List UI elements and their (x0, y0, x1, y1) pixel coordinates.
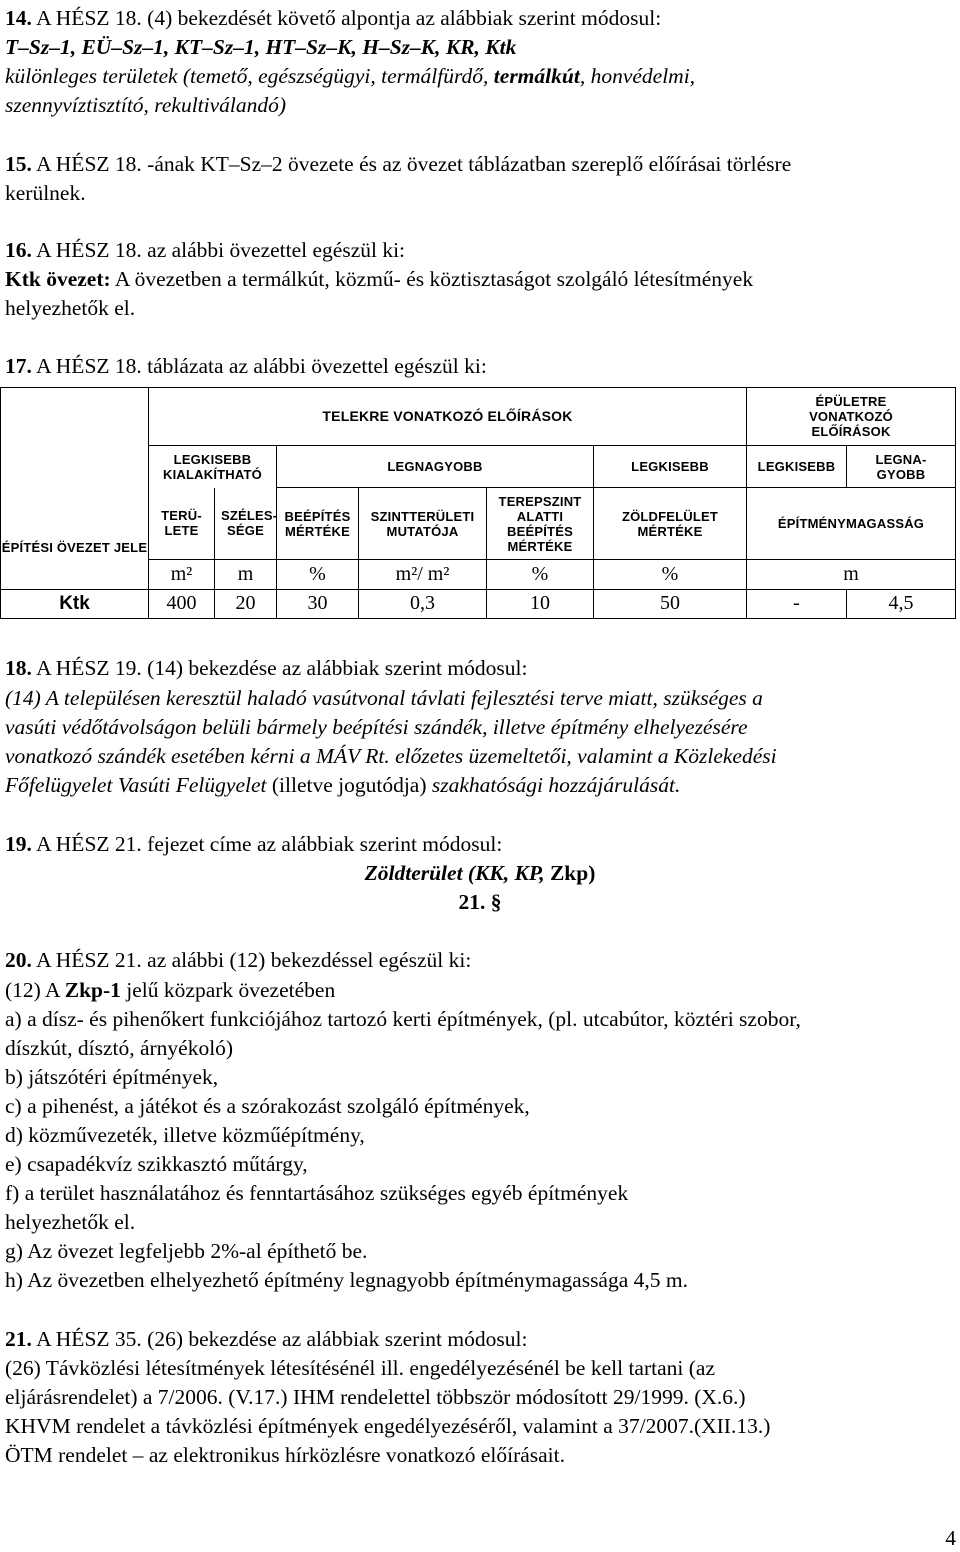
p19-section: 21. § (458, 890, 502, 914)
p15-text: -ának KT–Sz–2 övezete és az övezet táblázatban szereplő előírásai törlésre (141, 152, 792, 176)
p14-line3-a: különleges területek (temető, egészségügyi, termálfürdő, (5, 64, 494, 88)
row-area: 400 (149, 589, 215, 618)
p20-heading (5, 946, 471, 974)
p20-intro-c: jelű közpark övezetében (120, 978, 336, 1002)
p20-text: az alábbi (12) bekezdéssel egészül ki: (141, 948, 472, 972)
group-min-lot: LEGKISEBB KIALAKÍTHATÓ (149, 446, 277, 488)
p19-ref: A HÉSZ 21. (31, 832, 142, 856)
col-green: ZÖLDFELÜLET MÉRTÉKE (594, 488, 747, 559)
p20-intro-b: Zkp-1 (64, 978, 121, 1002)
p21-text: (26) bekezdése az alábbiak szerint módosul: (141, 1327, 528, 1351)
p19-title-bold: Zkp) (549, 861, 596, 885)
p20-item-b: b) játszótéri építmények, (5, 1065, 219, 1089)
p18-line4 (5, 771, 680, 799)
p20-item-g: g) Az övezet legfeljebb 2%-al építhető be. (5, 1239, 368, 1263)
row-min-height: - (747, 589, 847, 618)
p20-item-a1: a) a dísz- és pihenőkert funkciójához tartozó kerti építmények, (pl. utcabútor, köztéri szobor, (5, 1007, 801, 1031)
row-coverage: 30 (277, 589, 359, 618)
p18-line3-a: vonatkozó szándék esetében kérni a MÁV Rt. (5, 744, 390, 768)
p18-text: (14) bekezdése az alábbiak szerint módosul: (141, 656, 528, 680)
p21-number: 21. (5, 1327, 32, 1351)
row-green: 50 (594, 589, 747, 618)
p21-line1: (26) Távközlési létesítmények létesítésénél ill. engedélyezésénél be kell tartani (az (5, 1356, 715, 1380)
p14-line3-c: , honvédelmi, (579, 64, 696, 88)
p19-text: fejezet címe az alábbiak szerint módosul: (141, 832, 503, 856)
col-width: SZÉLES-SÉGE (215, 488, 277, 559)
p16-text: az alábbi övezettel egészül ki: (141, 238, 406, 262)
p21-line2: eljárásrendelet) a 7/2006. (V.17.) IHM rendelettel többször módosított 29/1999. (X.6.) (5, 1385, 746, 1409)
p16-line2-text: A övezetben a termálkút, közmű- és köztisztaságot szolgáló létesítmények (110, 267, 754, 291)
p21-heading (5, 1325, 527, 1353)
p20-number: 20. (5, 948, 32, 972)
p16-number: 16. (5, 238, 32, 262)
col-area: TERÜ-LETE (149, 488, 215, 559)
p15-line2: kerülnek. (5, 181, 86, 205)
unit-blank (1, 559, 149, 589)
zone-regulation-table (0, 387, 956, 619)
group-max-2: LEGNA-GYOBB (847, 446, 956, 488)
col-height: ÉPÍTMÉNYMAGASSÁG (747, 488, 956, 559)
zone-header: ÉPÍTÉSI ÖVEZET JELE (1, 388, 149, 560)
table-row (1, 589, 956, 618)
p20-item-c: c) a pihenést, a játékot és a szórakozást szolgáló építmények, (5, 1094, 530, 1118)
col-floor: SZINTTERÜLETI MUTATÓJA (359, 488, 487, 559)
col-coverage: BEÉPÍTÉS MÉRTÉKE (277, 488, 359, 559)
p14-line4: szennyvíztisztító, rekultiválandó) (5, 93, 287, 117)
row-width: 20 (215, 589, 277, 618)
p20-item-f2: helyezhetők el. (5, 1210, 136, 1234)
telek-header: TELEKRE VONATKOZÓ ELŐÍRÁSOK (149, 388, 747, 446)
p20-item-a2: díszkút, dísztó, árnyékoló) (5, 1036, 234, 1060)
row-label: Ktk (1, 589, 149, 618)
p18-line3-b: előzetes üzemeltetői, valamint a Közlekedési (389, 744, 777, 768)
p21-line4: ÖTM rendelet – az elektronikus hírközlésre vonatkozó előírásait. (5, 1443, 565, 1467)
group-min-2: LEGKISEBB (747, 446, 847, 488)
p18-number: 18. (5, 656, 32, 680)
p14-line3 (5, 62, 695, 90)
p18-line1: (14) A településen keresztül haladó vasútvonal távlati fejlesztési terve miatt, szükséges a (5, 686, 763, 710)
p19-heading (5, 830, 502, 858)
p19-title-italic: Zöldterület (KK, KP, (364, 861, 550, 885)
group-max: LEGNAGYOBB (277, 446, 594, 488)
p20-intro-a: (12) A (5, 978, 65, 1002)
p18-ref: A HÉSZ 19. (31, 656, 142, 680)
p18-line3 (5, 742, 777, 770)
p15-heading (5, 150, 791, 178)
unit-height: m (747, 559, 956, 589)
col-underground: TEREPSZINT ALATTI BEÉPÍTÉS MÉRTÉKE (487, 488, 594, 559)
unit-area: m² (149, 559, 215, 589)
unit-underground: % (487, 559, 594, 589)
unit-green: % (594, 559, 747, 589)
p21-line3: KHVM rendelet a távközlési építmények engedélyezéséről, valamint a 37/2007.(XII.13.) (5, 1414, 771, 1438)
p15-ref: A HÉSZ 18. (31, 152, 142, 176)
p19-number: 19. (5, 832, 32, 856)
p16-ref: A HÉSZ 18. (31, 238, 142, 262)
p18-line4-c: szakhatósági hozzájárulását. (431, 773, 681, 797)
p14-ref: A HÉSZ 18. (31, 6, 142, 30)
unit-coverage: % (277, 559, 359, 589)
p20-item-e: e) csapadékvíz szikkasztó műtárgy, (5, 1152, 308, 1176)
group-min: LEGKISEBB (594, 446, 747, 488)
p20-intro (5, 976, 335, 1004)
p16-heading (5, 236, 405, 264)
row-max-height: 4,5 (847, 589, 956, 618)
p15-number: 15. (5, 152, 32, 176)
building-header: ÉPÜLETRE VONATKOZÓ ELŐÍRÁSOK (747, 388, 956, 446)
row-underground: 10 (487, 589, 594, 618)
p17-heading (5, 352, 487, 380)
p14-heading (5, 4, 661, 32)
p14-line3-b: termálkút (493, 64, 580, 88)
p17-ref: A HÉSZ 18. (31, 354, 142, 378)
page-number: 4 (945, 1526, 956, 1550)
unit-floor: m²/ m² (359, 559, 487, 589)
p17-text: táblázata az alábbi övezettel egészül ki: (141, 354, 487, 378)
p14-text: (4) bekezdését követő alpontja az alábbiak szerint módosul: (141, 6, 662, 30)
p14-zone-list: T–Sz–1, EÜ–Sz–1, KT–Sz–1, HT–Sz–K, H–Sz–K, KR, Ktk (5, 35, 517, 59)
p14-number: 14. (5, 6, 32, 30)
p20-ref: A HÉSZ 21. (31, 948, 142, 972)
p20-item-f1: f) a terület használatához és fenntartásához szükséges egyéb építmények (5, 1181, 629, 1205)
p18-line4-b: (illetve jogutódja) (266, 773, 432, 797)
p21-ref: A HÉSZ 35. (31, 1327, 142, 1351)
p20-item-h: h) Az övezetben elhelyezhető építmény legnagyobb építménymagassága 4,5 m. (5, 1268, 688, 1292)
p18-line4-a: Főfelügyelet Vasúti Felügyelet (5, 773, 267, 797)
unit-width: m (215, 559, 277, 589)
p16-label: Ktk övezet: (5, 267, 111, 291)
row-floor: 0,3 (359, 589, 487, 618)
p19-chapter-title (0, 859, 960, 887)
p18-line2: vasúti védőtávolságon belüli bármely beépítési szándék, illetve építmény elhelyezésére (5, 715, 748, 739)
p18-heading (5, 654, 527, 682)
p16-line3: helyezhetők el. (5, 296, 136, 320)
p16-line2 (5, 265, 753, 293)
p20-item-d: d) közművezeték, illetve közműépítmény, (5, 1123, 365, 1147)
p17-number: 17. (5, 354, 32, 378)
